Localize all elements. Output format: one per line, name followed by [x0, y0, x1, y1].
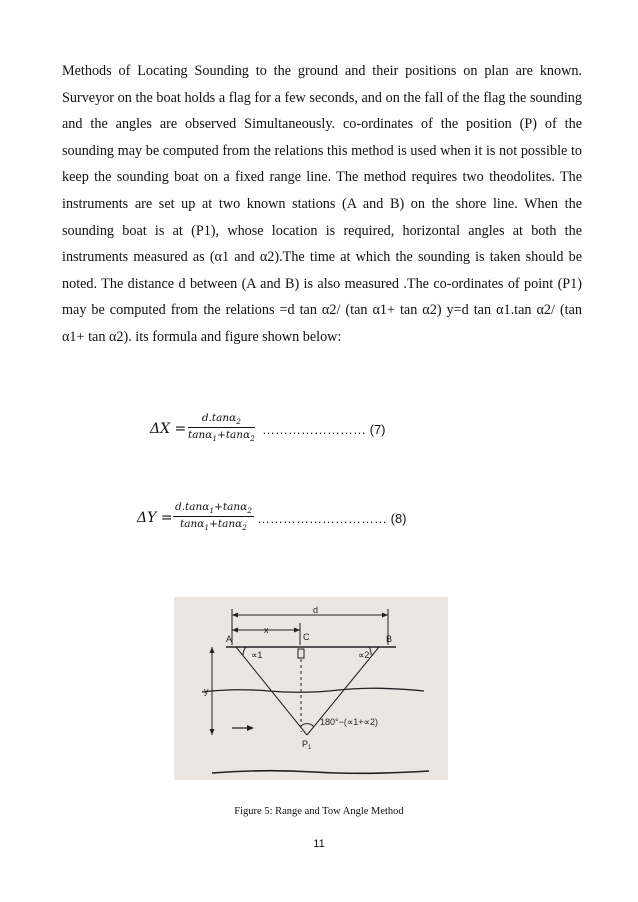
- label-c: C: [303, 632, 310, 642]
- equation-7-denominator: tanα$_1$+tanα$_2$: [188, 429, 255, 444]
- label-x: x: [264, 625, 269, 635]
- label-p1: $P_1$: [302, 739, 312, 751]
- dimension-y-arrow-top: [210, 647, 215, 653]
- equation-7-fraction: [188, 412, 255, 443]
- bottom-line: [212, 771, 429, 774]
- figure-diagram: [174, 597, 448, 780]
- angle-arc-p1: [300, 724, 314, 727]
- dimension-d-arrow-left: [232, 613, 238, 618]
- angle-arc-a1: [243, 647, 246, 655]
- equation-8-denominator: tanα$_1$+tanα$_2$: [180, 518, 247, 533]
- water-line: [202, 688, 424, 692]
- label-a: A: [226, 634, 233, 644]
- label-y: y: [204, 686, 209, 696]
- equation-7-numerator: d.tanα$_2$: [188, 412, 255, 428]
- dimension-y-arrow-bottom: [210, 729, 215, 735]
- equation-8-lhs: ΔY =: [137, 510, 173, 526]
- figure-range-two-angle: [174, 597, 448, 780]
- boat-direction-arrow: [247, 725, 254, 731]
- body-paragraph: Methods of Locating Sounding to the ground and their positions on plan are known. Surveyor on the boat holds a flag for a few seconds, and on the fall of the flag the sounding and the angles are observed Simultaneously. co-ordinates of the position (P) of the sounding may be computed from the relations this method is used when it is not possible to keep the sounding boat on a fixed range line. The method requires two theodolites. The instruments are set up at two known stations (A and B) on the shore line. When the sounding boat is at (P1), whose location is required, horizontal angles at both the instruments measured as (α1 and α2).The time at which the sounding is taken should be noted. The distance d between (A and B) is also measured .The co-ordinates of point (P1) may be computed from the relations =d tan α2/ (tan α1+ tan α2) y=d tan α1.tan α2/ (tan α1+ tan α2). its formula and figure shown below:: [62, 63, 582, 345]
- equation-8-numerator: d.tanα$_1$+tanα$_2$: [175, 501, 252, 516]
- label-b: B: [386, 634, 393, 644]
- label-d: d: [313, 605, 319, 615]
- figure-caption: Figure 5: Range and Tow Angle Method: [234, 806, 404, 817]
- dimension-d-arrow-right: [382, 613, 388, 618]
- label-alpha-1: ∝1: [251, 650, 263, 660]
- equation-7-number: …………………… (7): [262, 422, 386, 437]
- equation-8-fraction: [173, 501, 254, 532]
- dimension-x-arrow-right: [294, 628, 300, 633]
- label-alpha-2: ∝2: [358, 650, 370, 660]
- equation-7-lhs: ΔX =: [150, 421, 187, 437]
- label-angle-p1: 180°−(∝1+∝2): [320, 717, 378, 727]
- page-number: 11: [313, 838, 325, 850]
- point-c-marker: [298, 649, 304, 658]
- equation-8-number: ………………………… (8): [257, 511, 407, 526]
- dimension-x-arrow-left: [232, 628, 238, 633]
